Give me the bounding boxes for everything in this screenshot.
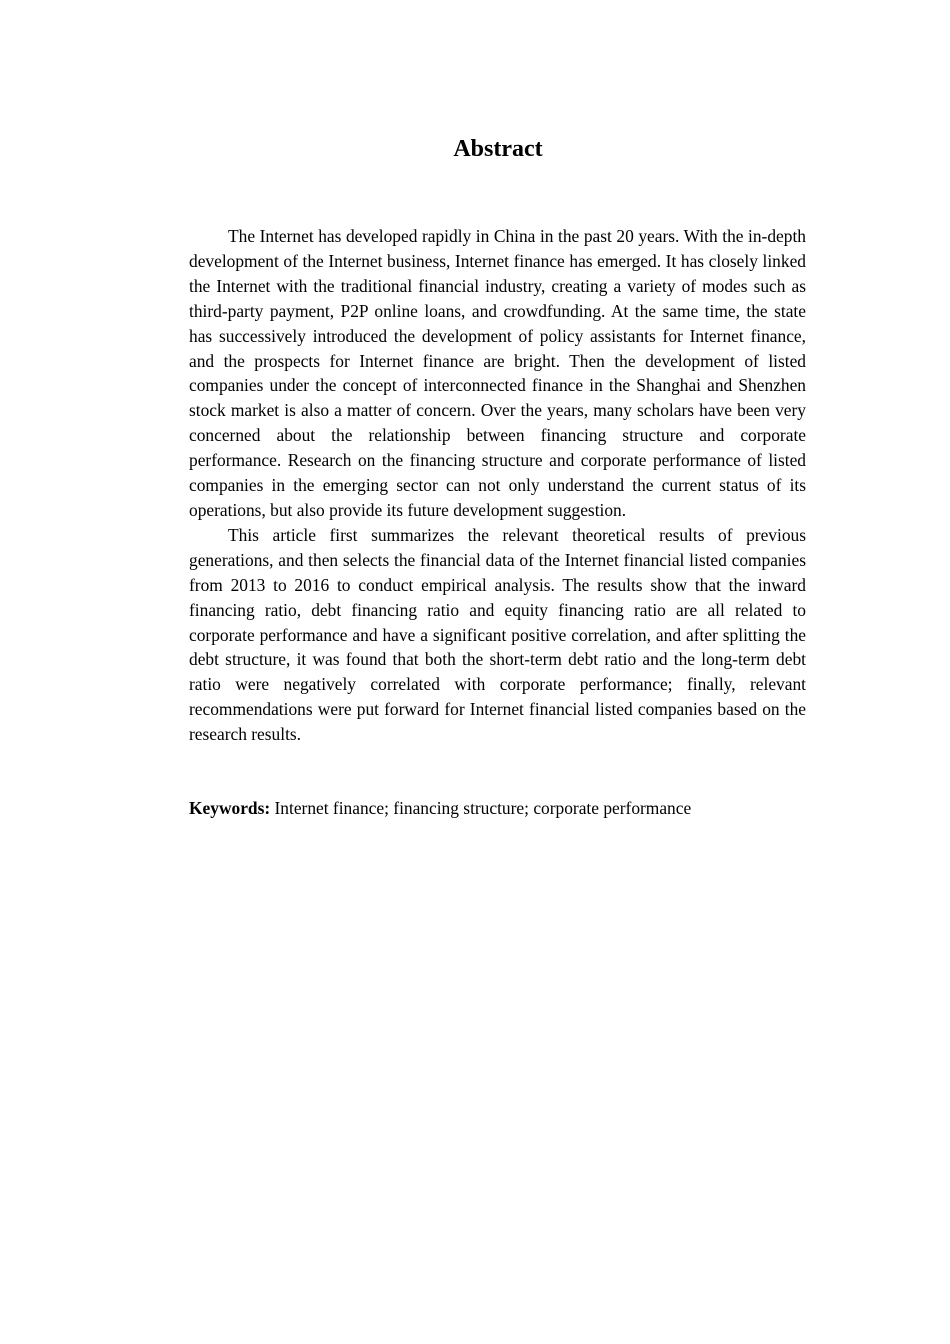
abstract-body [189,224,806,747]
abstract-paragraph-2: This article first summarizes the relevant theoretical results of previous generations, and then selects the financial data of the Internet financial listed companies from 2013 to 2016 to conduct empirical analysis. The results show that the inward financing ratio, debt financing ratio and equity financing ratio are all related to corporate performance and have a significant positive correlation, and after splitting the debt structure, it was found that both the short-term debt ratio and the long-term debt ratio were negatively correlated with corporate performance; finally, relevant recommendations were put forward for Internet financial listed companies based on the research results. [189,524,806,745]
page-title: Abstract [453,136,543,162]
abstract-paragraph-1: The Internet has developed rapidly in China in the past 20 years. With the in-depth development of the Internet business, Internet finance has emerged. It has closely linked the Internet with the traditional financial industry, creating a variety of modes such as third-party payment, P2P online loans, and crowdfunding. At the same time, the state has successively introduced the development of policy assistants for Internet finance, and the prospects for Internet finance are bright. Then the development of listed companies under the concept of interconnected finance in the Shanghai and Shenzhen stock market is also a matter of concern. Over the years, many scholars have been very concerned about the relationship between financing structure and corporate performance. Research on the financing structure and corporate performance of listed companies in the emerging sector can not only understand the current status of its operations, but also provide its future development suggestion. [189,226,806,520]
keywords-line [189,796,829,821]
keywords-label: Keywords: [189,798,271,818]
keywords-text: Internet finance; financing structure; corporate performance [270,798,692,818]
